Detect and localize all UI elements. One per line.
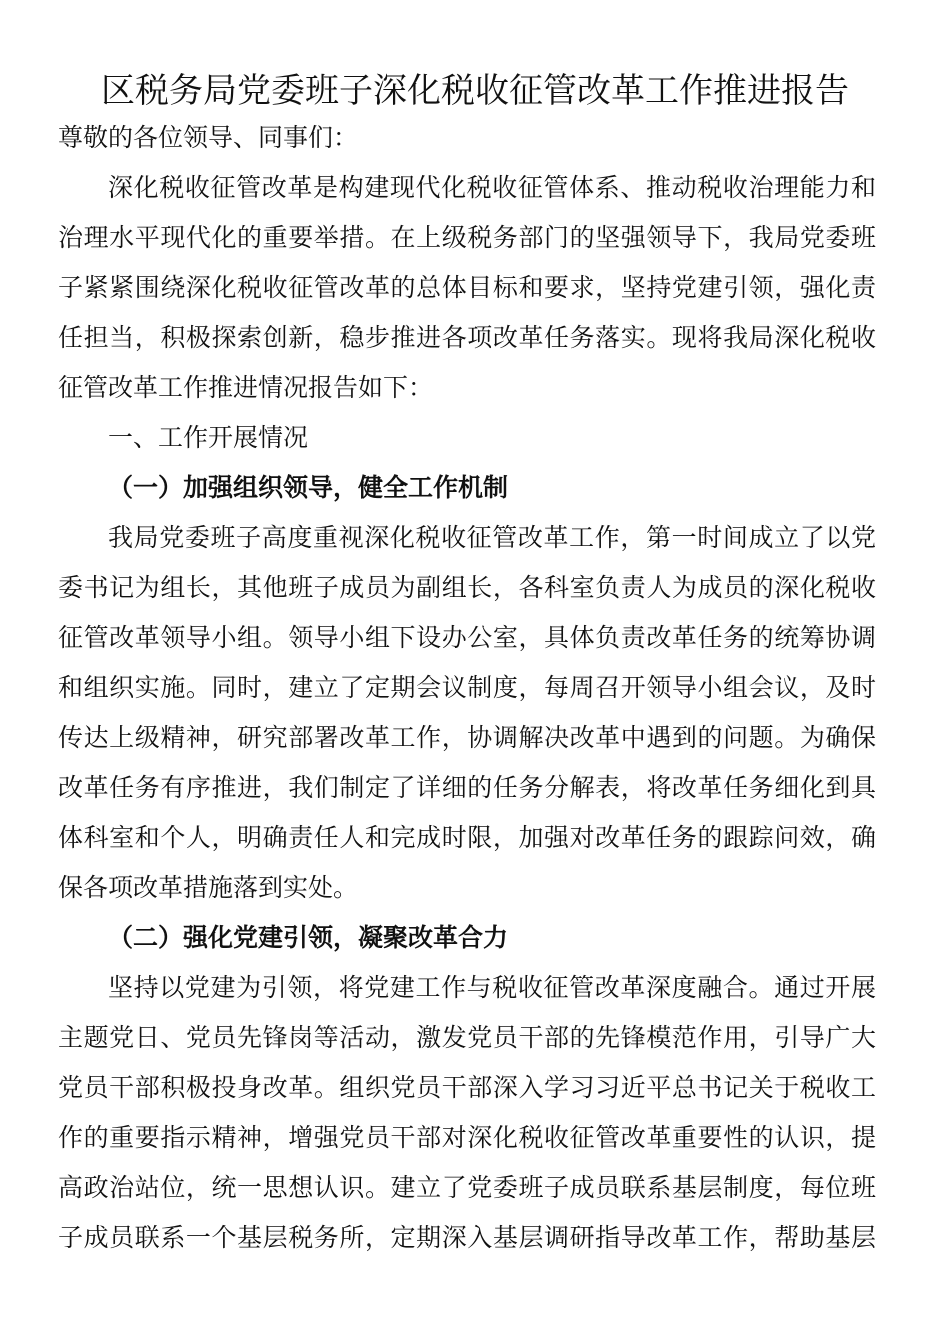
salutation: 尊敬的各位领导、同事们： bbox=[58, 123, 359, 152]
sub2-line-5: 高政治站位，统一思想认识。建立了党委班子成员联系基层制度，每位班 bbox=[58, 1173, 876, 1202]
sub2-line-3: 党员干部积极投身改革。组织党员干部深入学习习近平总书记关于税收工 bbox=[58, 1073, 876, 1102]
sub1-line-8: 保各项改革措施落到实处。 bbox=[58, 873, 359, 902]
section-heading-1: 一、工作开展情况 bbox=[108, 423, 309, 452]
sub2-line-1: 坚持以党建为引领，将党建工作与税收征管改革深度融合。通过开展 bbox=[108, 973, 876, 1002]
intro-line-2: 治理水平现代化的重要举措。在上级税务部门的坚强领导下，我局党委班 bbox=[58, 223, 876, 252]
sub2-line-4: 作的重要指示精神，增强党员干部对深化税收征管改革重要性的认识，提 bbox=[58, 1123, 876, 1152]
sub1-line-1: 我局党委班子高度重视深化税收征管改革工作，第一时间成立了以党 bbox=[108, 523, 876, 552]
sub1-line-3: 征管改革领导小组。领导小组下设办公室，具体负责改革任务的统筹协调 bbox=[58, 623, 876, 652]
sub1-line-6: 改革任务有序推进，我们制定了详细的任务分解表，将改革任务细化到具 bbox=[58, 773, 876, 802]
intro-line-4: 任担当，积极探索创新，稳步推进各项改革任务落实。现将我局深化税收 bbox=[58, 323, 876, 352]
subsection-heading-1: （一）加强组织领导，健全工作机制 bbox=[108, 473, 509, 502]
intro-line-5: 征管改革工作推进情况报告如下： bbox=[58, 373, 434, 402]
sub1-line-5: 传达上级精神，研究部署改革工作，协调解决改革中遇到的问题。为确保 bbox=[58, 723, 876, 752]
subsection-heading-2: （二）强化党建引领，凝聚改革合力 bbox=[108, 923, 509, 952]
document-title: 区税务局党委班子深化税收征管改革工作推进报告 bbox=[101, 71, 849, 111]
sub1-line-2: 委书记为组长，其他班子成员为副组长，各科室负责人为成员的深化税收 bbox=[58, 573, 876, 602]
sub2-line-6: 子成员联系一个基层税务所，定期深入基层调研指导改革工作，帮助基层 bbox=[58, 1223, 876, 1252]
intro-line-3: 子紧紧围绕深化税收征管改革的总体目标和要求，坚持党建引领，强化责 bbox=[58, 273, 876, 302]
sub1-line-4: 和组织实施。同时，建立了定期会议制度，每周召开领导小组会议，及时 bbox=[58, 673, 876, 702]
sub2-line-2: 主题党日、党员先锋岗等活动，激发党员干部的先锋模范作用，引导广大 bbox=[58, 1023, 876, 1052]
intro-line-1: 深化税收征管改革是构建现代化税收征管体系、推动税收治理能力和 bbox=[108, 173, 876, 202]
sub1-line-7: 体科室和个人，明确责任人和完成时限，加强对改革任务的跟踪问效，确 bbox=[58, 823, 876, 852]
